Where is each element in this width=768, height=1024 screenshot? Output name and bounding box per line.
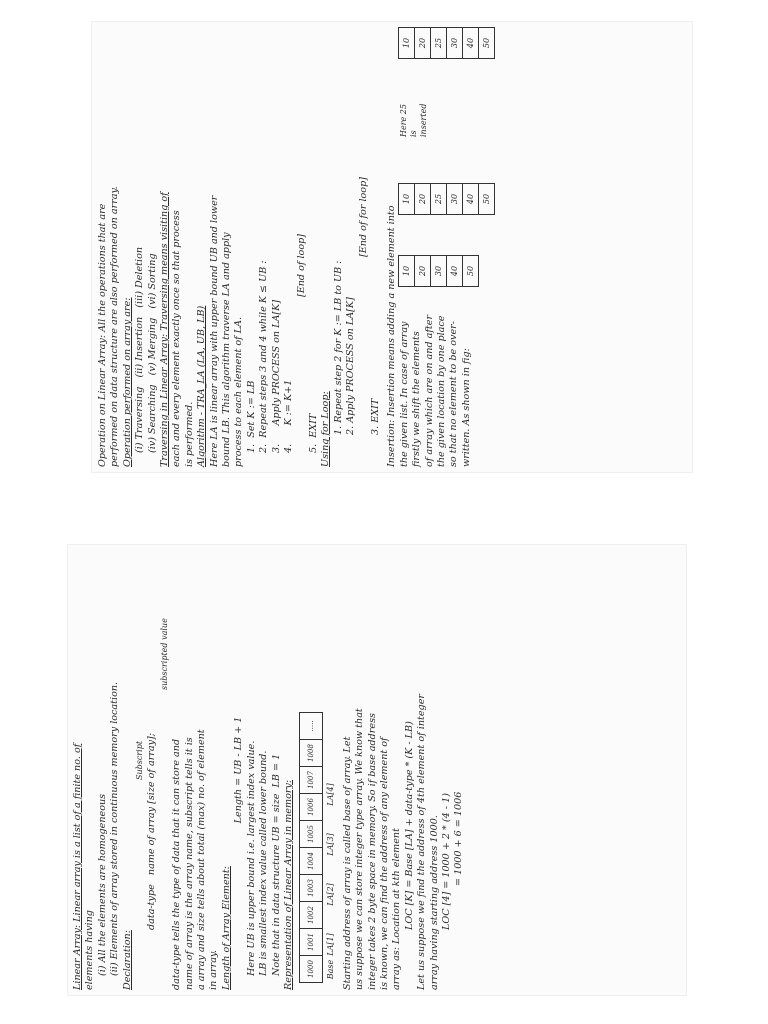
section-heading: Algorithm - TRA_LA (LA, UB, LB) (196, 305, 208, 467)
page-content (97, 27, 687, 467)
text-line: Starting address of array is called base of array. Let (341, 736, 353, 990)
text-line: written. As shown in fig: (460, 348, 472, 467)
formula: Length = UB - LB + 1 (233, 716, 245, 824)
memory-label: LA[4] (326, 783, 336, 806)
array-cell: 40 (462, 27, 479, 59)
memory-array-diagram (299, 550, 323, 982)
section-heading: Representation of Linear Array in memory: (282, 779, 294, 990)
text-line: integer takes 2 byte space in memory. So if base address (366, 713, 378, 990)
annotation: Subscript (135, 740, 145, 780)
array-cell: 20 (414, 27, 431, 59)
section-heading: Declaration: (121, 930, 133, 990)
text-line: bound LB. This algorithm traverse LA and apply (221, 232, 233, 467)
section-heading: Using for Loop: (320, 391, 332, 467)
array-cell: 30 (446, 183, 463, 215)
memory-cell: 1006 (299, 793, 323, 821)
memory-label: Base (326, 959, 336, 980)
array-cell: 10 (398, 183, 415, 215)
array-cell: 30 (446, 27, 463, 59)
algorithm-step: 1. Set K := LB (245, 380, 257, 453)
page-content (72, 550, 682, 990)
text-line: Note that in data structure UB = size LB = 1 (270, 753, 282, 976)
array-cell: 30 (430, 255, 447, 287)
text-line: performed on data structure are also performed on array. (109, 186, 121, 467)
array-cell: 50 (462, 255, 479, 287)
text-line: in array. (208, 949, 220, 990)
text-line: data-type name of array [size of array]; (146, 733, 158, 930)
memory-label: LA[3] (326, 833, 336, 856)
text-line: (i) All the elements are homogeneous (96, 793, 108, 976)
array-shifted (399, 183, 495, 215)
array-cell: 40 (462, 183, 479, 215)
memory-cell: 1005 (299, 820, 323, 848)
section-heading: Traversing in Linear Array: Traversing means visiting of (159, 192, 171, 467)
text-line: process to each element of LA. (233, 316, 245, 467)
text-line: is performed. (183, 401, 195, 467)
array-cell: 10 (398, 255, 415, 287)
text-line: array having starting address 1000. (428, 815, 440, 990)
text-line: the given list. In case of array (398, 321, 410, 467)
text-line: (iv) Searching (v) Merging (vi) Sorting (146, 253, 158, 453)
text-line: Here UB is upper bound i.e. largest index value. (245, 740, 257, 976)
insertion-note: Here 25 is inserted (398, 103, 428, 137)
text-line: is known, we can find the address of any element of (378, 737, 390, 990)
text-line: Linear Array: Linear array is a list of a finite no. of (72, 743, 83, 990)
text-line: LB is smallest index value called lower bound. (258, 750, 270, 976)
memory-cell: ..... (299, 712, 323, 740)
array-cell: 40 (446, 255, 463, 287)
text-line: a array and size tells about total (max) no. of element (196, 729, 208, 990)
memory-label: LA[1] (326, 933, 336, 956)
section-heading: Length of Array Element: (220, 866, 232, 990)
text-line: so that no element to be over- (448, 321, 460, 467)
algorithm-step: 5. EXIT (307, 413, 319, 453)
notebook-page-array-operations (92, 22, 692, 472)
array-after (399, 27, 495, 59)
algorithm-step: 1. Repeat step 2 for K := LB to UB : (332, 260, 344, 435)
algorithm-step: 3. EXIT (369, 398, 381, 435)
text-line: (i) Traversing (ii) Insertion (iii) Deletion (134, 246, 146, 453)
memory-cell: 1002 (299, 901, 323, 929)
array-cell: 25 (430, 27, 447, 59)
array-cell: 20 (414, 255, 431, 287)
memory-cell: 1000 (299, 955, 323, 983)
algorithm-step: 2. Apply PROCESS on LA[K] (345, 297, 357, 435)
algorithm-step: [End of loop] (295, 234, 307, 297)
algorithm-step: 4. K := K+1 (283, 379, 295, 453)
formula: = 1000 + 6 = 1006 (453, 791, 465, 886)
memory-cell: 1003 (299, 874, 323, 902)
text-line: us suppose we can store integer type array. We know that (354, 708, 366, 990)
text-line: Insertion: Insertion means adding a new element into (386, 205, 398, 467)
array-cell: 10 (398, 27, 415, 59)
array-cell: 50 (478, 183, 495, 215)
memory-label: LA[2] (326, 883, 336, 906)
algorithm-step: 3. Apply PROCESS on LA[K] (270, 299, 282, 453)
memory-cell: 1004 (299, 847, 323, 875)
array-cell: 25 (430, 183, 447, 215)
text-line: of array which are on and after (423, 314, 435, 467)
array-cell: 20 (414, 183, 431, 215)
text-line: Operation performed on array are: (121, 297, 133, 467)
array-before (399, 255, 479, 287)
memory-cell: 1008 (299, 739, 323, 767)
text-line: Let us suppose we find the address of 4th element of integer (416, 694, 428, 990)
text-line: the given location by one place (435, 315, 447, 467)
text-line: Operation on Linear Array: All the operations that are (97, 203, 108, 467)
notebook-page-linear-array (68, 545, 686, 995)
algorithm-step: 2. Repeat steps 3 and 4 while K ≤ UB : (258, 260, 270, 453)
text-line: (ii) Elements of array stored in continuous memory location. (109, 681, 121, 976)
text-line: each and every element exactly once so that process (171, 210, 183, 467)
insertion-diagram (399, 27, 495, 287)
memory-cell: 1007 (299, 766, 323, 794)
text-line: Here LA is linear array with upper bound UB and lower (208, 195, 220, 467)
annotation: subscripted value (159, 618, 169, 690)
formula: LOC [K] = Base [LA] + data-type * (K - LB) (403, 721, 415, 930)
memory-cell: 1001 (299, 928, 323, 956)
text-line: data-type tells the type of data that it can store and (171, 738, 183, 990)
algorithm-step: [End of for loop] (357, 177, 369, 257)
text-line: name of array is the array name, subscript tells it is (183, 737, 195, 990)
array-cell: 50 (478, 27, 495, 59)
formula: LOC [4] = 1000 + 2 * (4 - 1) (440, 793, 452, 930)
text-line: elements having (84, 910, 96, 990)
text-line: firstly we shift the elements (411, 331, 423, 467)
memory-labels (325, 550, 337, 982)
text-line: array as: Location at kth element (391, 828, 403, 990)
